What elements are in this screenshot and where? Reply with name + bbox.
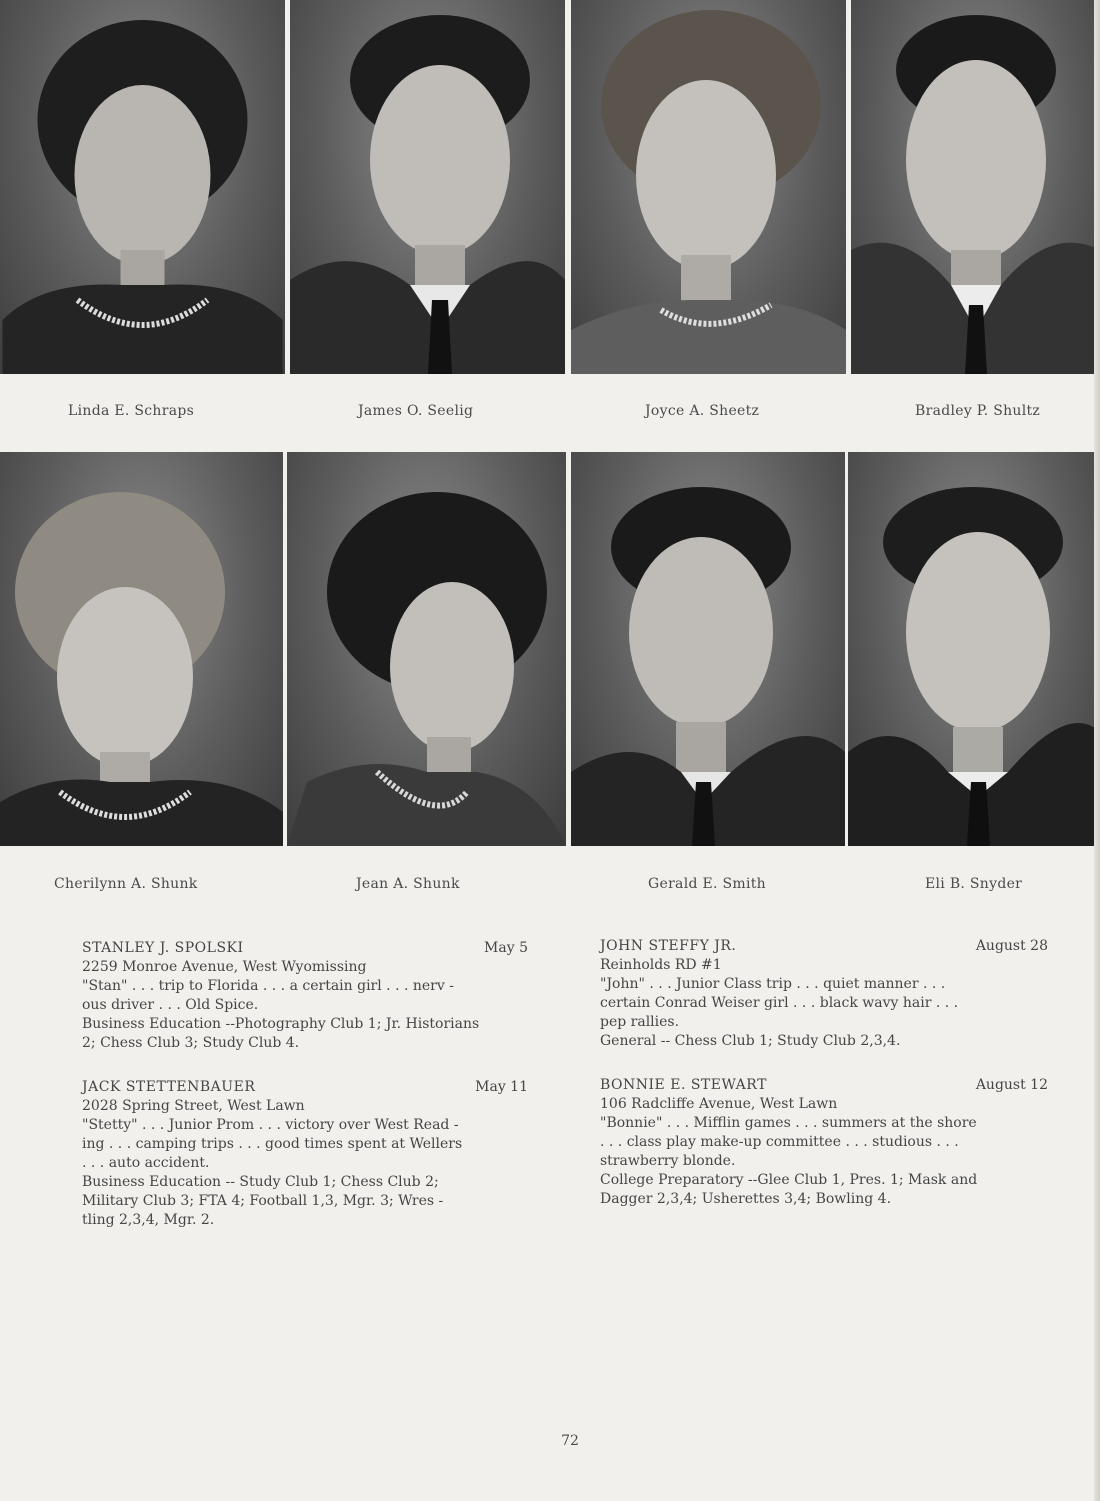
portrait-photo-gerald-smith	[571, 452, 845, 846]
entry-address: 2259 Monroe Avenue, West Wyomissing	[82, 959, 367, 975]
entry-quote-line: "Stetty" . . . Junior Prom . . . victory over West Read -	[82, 1117, 459, 1133]
portrait-photo-linda-schraps	[0, 0, 285, 374]
entry-activities-line: Business Education --Photography Club 1; Jr. Historians	[82, 1016, 480, 1032]
entry-activities-line: Business Education -- Study Club 1; Chess Club 2;	[82, 1174, 439, 1190]
entry-name: BONNIE E. STEWART	[600, 1077, 767, 1093]
portrait-caption: James O. Seelig	[358, 403, 474, 419]
portrait-photo-bradley-shultz	[851, 0, 1100, 374]
portrait-silhouette	[0, 0, 285, 374]
portrait-caption: Jean A. Shunk	[356, 876, 460, 892]
entry-quote-line: pep rallies.	[600, 1014, 680, 1030]
senior-entry-spolski	[82, 939, 528, 1053]
senior-entry-stettenbauer	[82, 1078, 528, 1230]
entry-name: STANLEY J. SPOLSKI	[82, 940, 244, 956]
portrait-silhouette	[848, 452, 1100, 846]
portrait-caption: Linda E. Schraps	[68, 403, 195, 419]
entry-quote-line: . . . auto accident.	[82, 1155, 210, 1171]
portrait-caption: Bradley P. Shultz	[915, 403, 1041, 419]
entry-address: 2028 Spring Street, West Lawn	[82, 1098, 305, 1114]
portrait-silhouette	[287, 452, 566, 846]
entry-activities-line: Military Club 3; FTA 4; Football 1,3, Mgr. 3; Wres -	[82, 1193, 444, 1209]
entry-activities-line: 2; Chess Club 3; Study Club 4.	[82, 1035, 300, 1051]
entry-date: August 12	[975, 1077, 1048, 1093]
senior-entry-stewart	[600, 1076, 1048, 1209]
portrait-caption: Cherilynn A. Shunk	[54, 876, 198, 892]
entry-name: JACK STETTENBAUER	[82, 1079, 256, 1095]
portrait-caption: Eli B. Snyder	[925, 876, 1023, 892]
portrait-photo-cherilynn-shunk	[0, 452, 283, 846]
entry-activities-line: Dagger 2,3,4; Usherettes 3,4; Bowling 4.	[600, 1191, 892, 1207]
page-number: 72	[561, 1433, 579, 1449]
entry-date: May 11	[475, 1079, 528, 1095]
entry-quote-line: strawberry blonde.	[600, 1153, 736, 1169]
entry-address: Reinholds RD #1	[600, 957, 722, 973]
portrait-photo-joyce-sheetz	[571, 0, 846, 374]
entry-name: JOHN STEFFY JR.	[600, 938, 737, 954]
entry-address: 106 Radcliffe Avenue, West Lawn	[600, 1096, 838, 1112]
entry-date: August 28	[975, 938, 1048, 954]
entry-quote-line: ous driver . . . Old Spice.	[82, 997, 259, 1013]
portrait-photo-james-seelig	[290, 0, 565, 374]
entry-quote-line: "John" . . . Junior Class trip . . . quiet manner . . .	[600, 976, 946, 992]
portrait-silhouette	[290, 0, 565, 374]
entry-quote-line: "Stan" . . . trip to Florida . . . a certain girl . . . nerv -	[82, 978, 454, 994]
page-binding-edge	[1094, 0, 1100, 1501]
entry-date: May 5	[484, 940, 528, 956]
senior-entry-steffy	[600, 937, 1048, 1051]
portrait-silhouette	[851, 0, 1100, 374]
portrait-photo-jean-shunk	[287, 452, 566, 846]
portrait-caption: Joyce A. Sheetz	[645, 403, 760, 419]
entry-quote-line: . . . class play make-up committee . . . studious . . .	[600, 1134, 959, 1150]
portrait-photo-eli-snyder	[848, 452, 1100, 846]
portrait-silhouette	[571, 0, 846, 374]
entry-activities-line: tling 2,3,4, Mgr. 2.	[82, 1212, 215, 1228]
entry-quote-line: ing . . . camping trips . . . good times spent at Wellers	[82, 1136, 463, 1152]
portrait-silhouette	[571, 452, 845, 846]
portrait-caption: Gerald E. Smith	[648, 876, 767, 892]
entry-activities-line: General -- Chess Club 1; Study Club 2,3,4.	[600, 1033, 901, 1049]
entry-quote-line: certain Conrad Weiser girl . . . black wavy hair . . .	[600, 995, 959, 1011]
entry-activities-line: College Preparatory --Glee Club 1, Pres. 1; Mask and	[600, 1172, 978, 1188]
portrait-silhouette	[0, 452, 283, 846]
entry-quote-line: "Bonnie" . . . Mifflin games . . . summers at the shore	[600, 1115, 977, 1131]
